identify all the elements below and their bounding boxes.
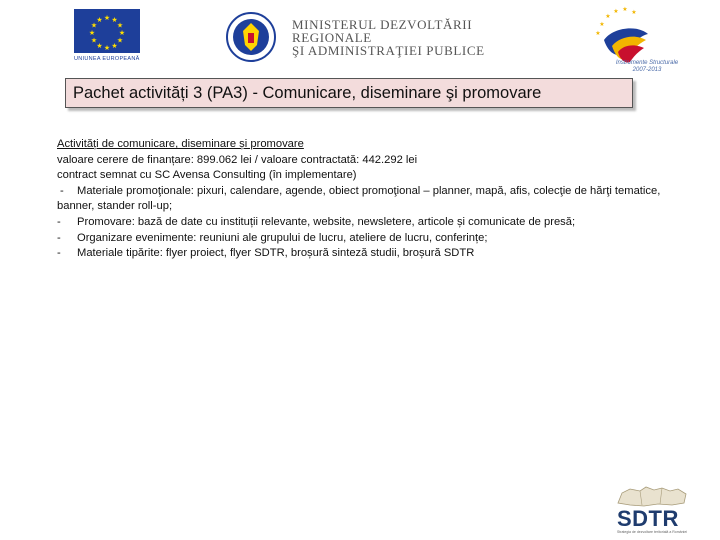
- svg-text:★: ★: [90, 36, 98, 45]
- structural-instruments-caption: Instrumente Structurale 2007-2013: [615, 60, 679, 73]
- bullet-dash: -: [57, 231, 61, 244]
- bullet-dash: -: [60, 184, 64, 197]
- financing-value-line: valoare cerere de finanțare: 899.062 lei / valoare contractată: 442.292 lei: [57, 153, 418, 166]
- list-item-text: Materiale tipărite: flyer proiect, flyer SDTR, broșură sinteză studii, broșură SDTR: [77, 247, 475, 260]
- list-item: [57, 215, 667, 231]
- page-title: Pachet activități 3 (PA3) - Comunicare, diseminare şi promovare: [73, 83, 542, 102]
- svg-text:★: ★: [613, 8, 619, 15]
- eu-flag-icon: [74, 9, 140, 53]
- list-item-text: Promovare: bază de date cu instituții relevante, website, newsletere, articole și comunicate de presă;: [77, 215, 576, 228]
- svg-text:★: ★: [96, 42, 103, 50]
- sdtr-logo-text: SDTR: [617, 506, 679, 531]
- list-item-text: Materiale promoţionale: pixuri, calendare, agende, obiect promoţional – planner, mapă, afis, colecţie de hărţi tematice, banner, stander roll-up;: [57, 184, 661, 213]
- list-item: [57, 231, 667, 247]
- svg-text:★: ★: [605, 13, 611, 20]
- svg-text:★: ★: [116, 21, 124, 30]
- svg-text:★: ★: [631, 9, 637, 16]
- list-item: [57, 184, 667, 215]
- svg-text:★: ★: [599, 21, 605, 28]
- svg-text:★: ★: [90, 21, 98, 30]
- svg-text:★: ★: [96, 16, 103, 24]
- content-heading: Activități de comunicare, diseminare și promovare: [57, 138, 304, 150]
- svg-text:★: ★: [116, 36, 124, 45]
- page-title-box: [65, 78, 633, 108]
- svg-text:★: ★: [111, 16, 118, 24]
- ministry-name: [292, 18, 522, 57]
- government-seal-icon: [226, 9, 276, 65]
- svg-text:★: ★: [103, 14, 111, 22]
- eu-caption: UNIUNEA EUROPEANĂ: [74, 56, 140, 62]
- list-item: [57, 246, 667, 262]
- bullet-dash: -: [57, 247, 61, 260]
- sdtr-tagline: Strategia de dezvoltare teritorială a României: [617, 530, 688, 534]
- ministry-name-line1: MINISTERUL DEZVOLTĂRII REGIONALE: [292, 17, 473, 45]
- ministry-name-line2: ŞI ADMINISTRAŢIEI PUBLICE: [292, 43, 485, 58]
- bullet-dash: -: [57, 215, 61, 228]
- contract-line: contract semnat cu SC Avensa Consulting (în implementare): [57, 169, 357, 182]
- list-item-text: Organizare evenimente: reuniuni ale grupului de lucru, ateliere de lucru, conferințe;: [77, 231, 488, 244]
- svg-text:★: ★: [103, 44, 111, 52]
- svg-text:★: ★: [595, 30, 601, 37]
- svg-text:★: ★: [88, 29, 96, 37]
- eu-logo: [74, 9, 140, 65]
- svg-text:★: ★: [111, 42, 118, 50]
- svg-text:★: ★: [622, 6, 628, 13]
- svg-text:★: ★: [118, 29, 126, 37]
- content-body: [57, 137, 667, 262]
